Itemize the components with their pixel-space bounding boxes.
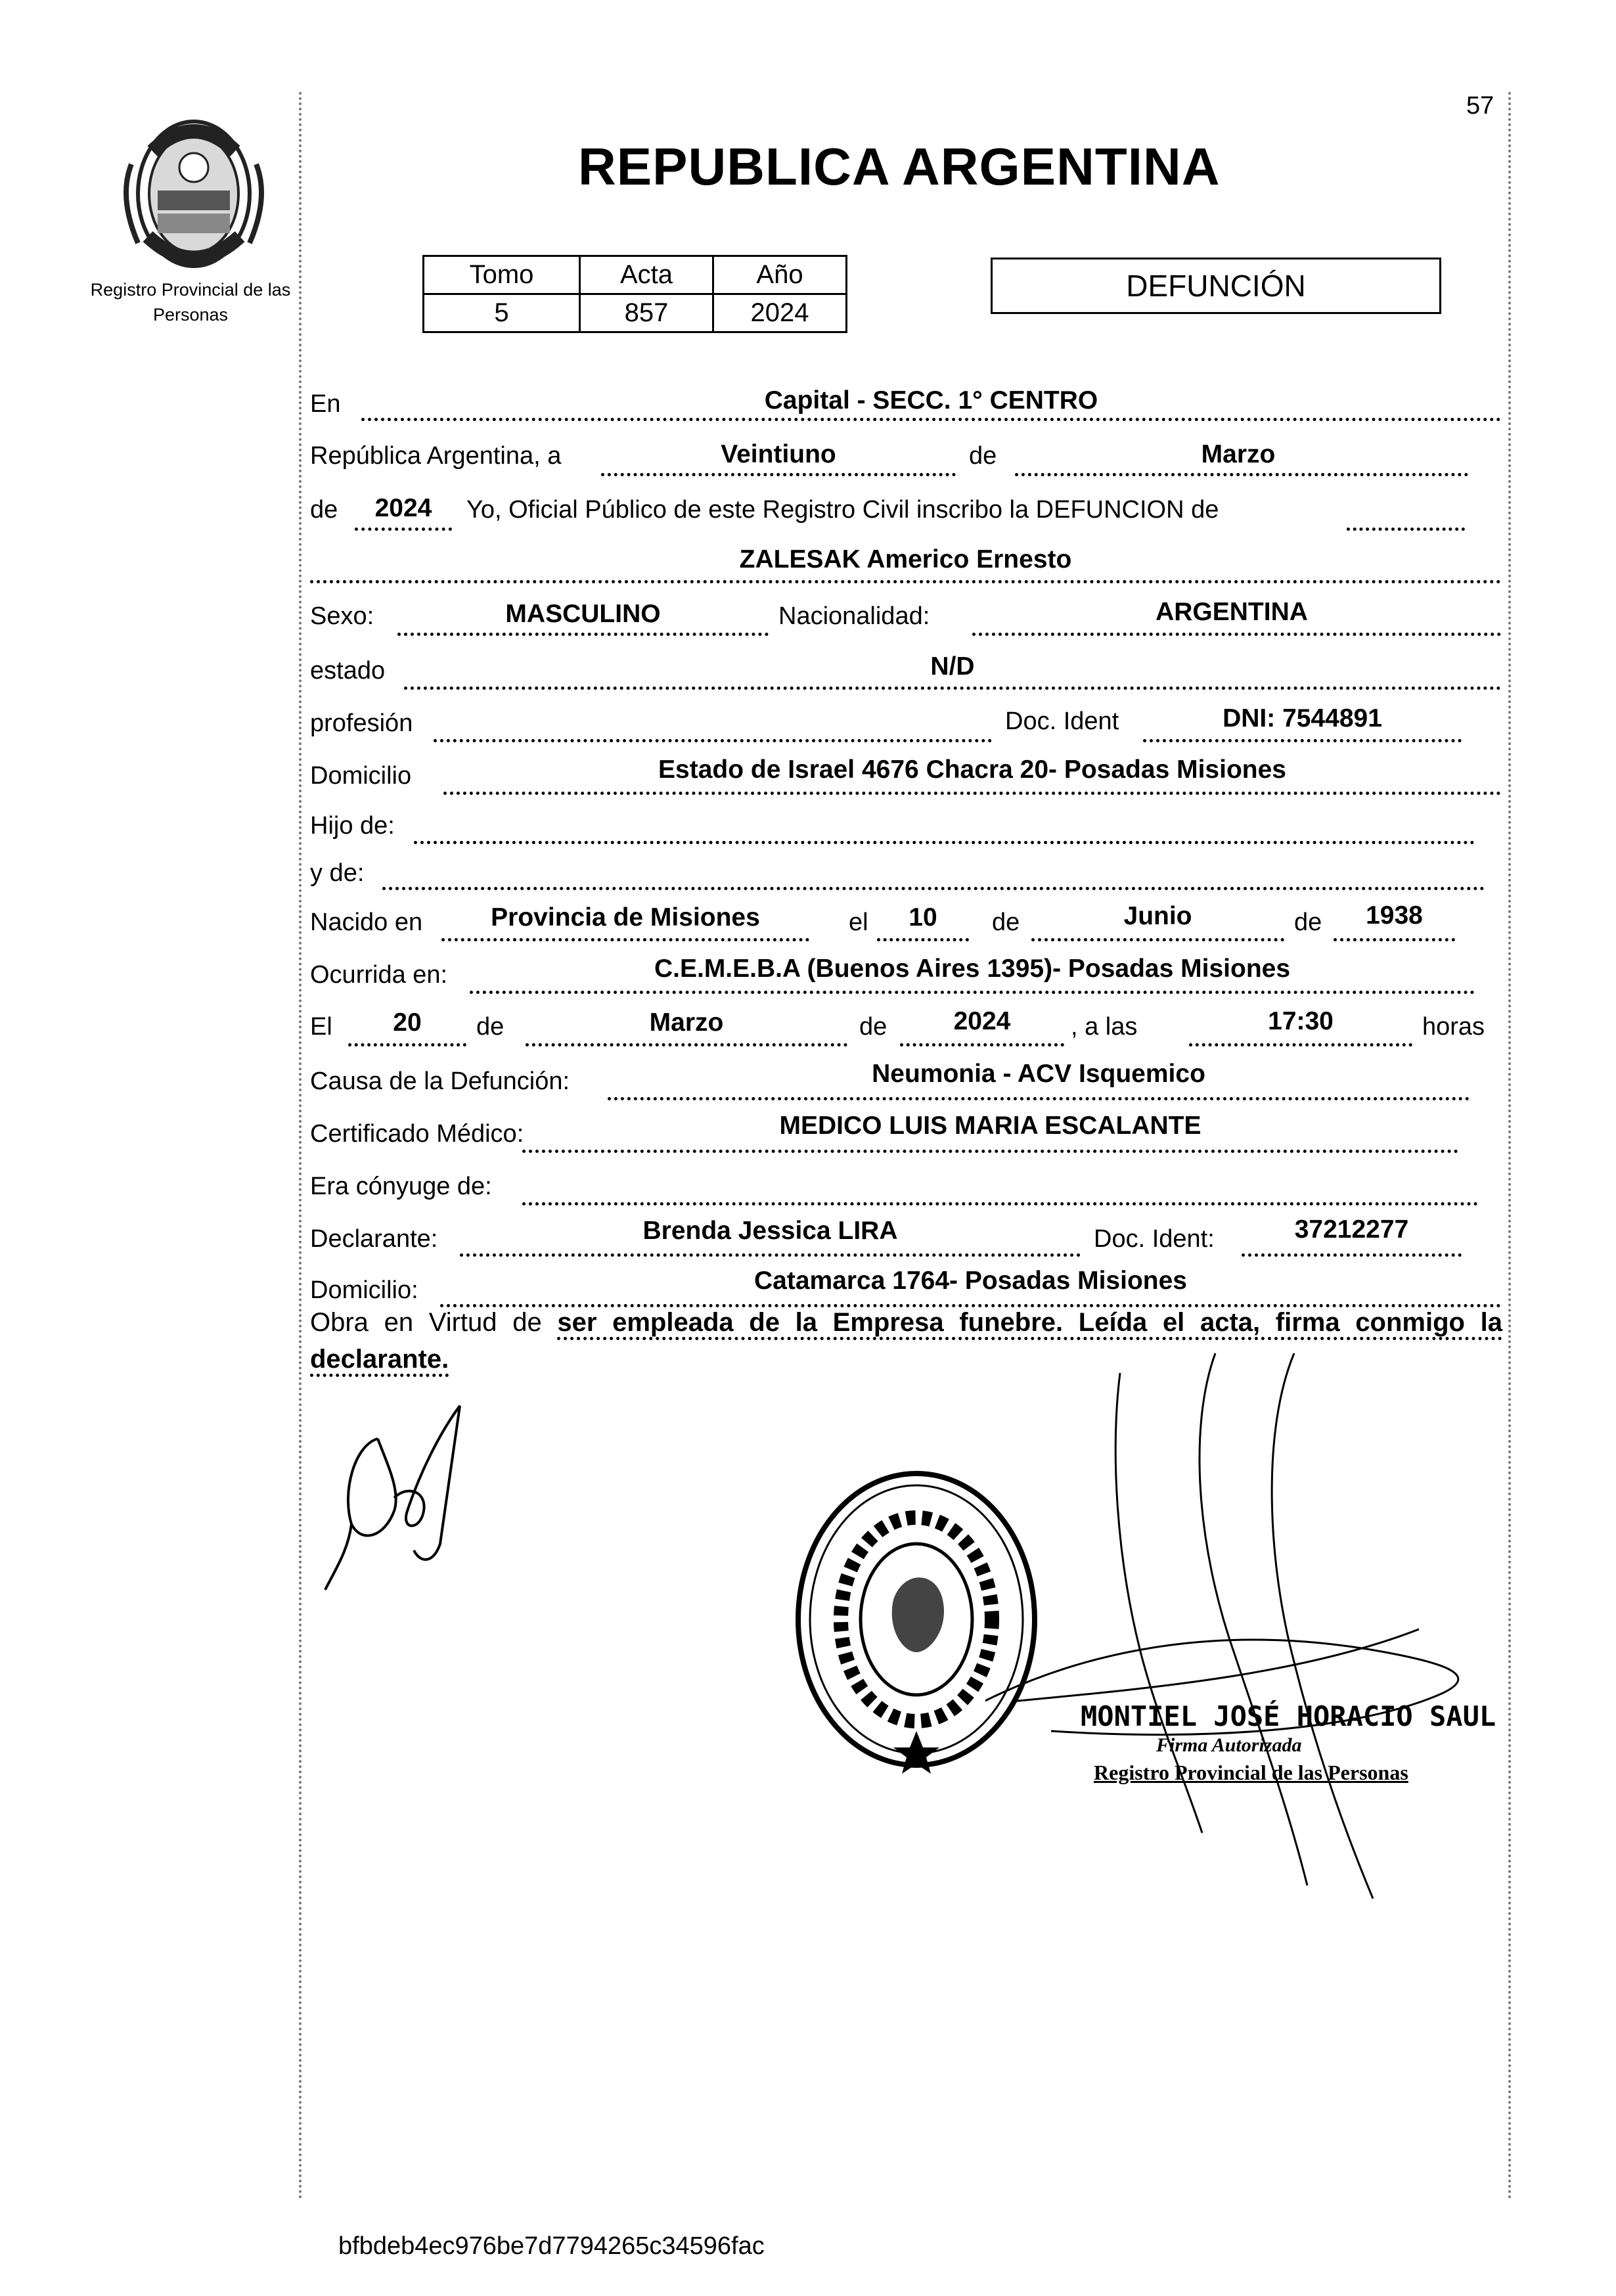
dotted-line [1347, 528, 1465, 531]
year-value: 2024 [374, 494, 432, 522]
oficial-text: Yo, Oficial Público de este Registro Civil inscribo la DEFUNCION de [466, 496, 1219, 524]
dotted-line [361, 418, 1501, 421]
anio-label: Año [713, 256, 847, 294]
left-margin-rule [299, 92, 302, 2201]
dotted-line [441, 938, 809, 941]
dotted-line [443, 792, 1501, 795]
death-year-value: 2024 [953, 1007, 1011, 1035]
dotted-line [397, 633, 769, 636]
el-label: El [310, 1013, 332, 1041]
de-label: de [969, 442, 997, 470]
anio-value: 2024 [713, 294, 847, 332]
dotted-line [355, 528, 452, 531]
horas-label: horas [1422, 1013, 1485, 1041]
causa-label: Causa de la Defunción: [310, 1068, 570, 1095]
estado-value: N/D [930, 652, 975, 681]
sexo-label: Sexo: [310, 602, 374, 630]
day-words-value: Veintiuno [721, 440, 836, 468]
dotted-line [382, 887, 1485, 890]
nacido-label: Nacido en [310, 909, 423, 936]
estado-label: estado [310, 657, 386, 685]
decl-doc-value: 37212277 [1294, 1215, 1409, 1244]
doc-ident-value: DNI: 7544891 [1223, 704, 1382, 732]
dotted-line [1334, 938, 1455, 941]
nacionalidad-value: ARGENTINA [1156, 598, 1308, 626]
dotted-line [348, 1043, 466, 1047]
official-signature [985, 1347, 1485, 1925]
ocurrida-value: C.E.M.E.B.A (Buenos Aires 1395)- Posadas Misiones [654, 955, 1291, 983]
tomo-label: Tomo [424, 256, 580, 294]
decl-domicilio-value: Catamarca 1764- Posadas Misiones [753, 1267, 1187, 1295]
nacionalidad-label: Nacionalidad: [778, 602, 930, 630]
birth-year-value: 1938 [1366, 901, 1423, 930]
dotted-line [601, 473, 956, 476]
document-hash: bfbdeb4ec976be7d7794265c34596fac [338, 2232, 765, 2260]
republica-label: República Argentina, a [310, 442, 562, 470]
declarant-signature [315, 1399, 486, 1596]
document-type-box: DEFUNCIÓN [991, 258, 1441, 314]
declarante-label: Declarante: [310, 1225, 438, 1253]
page-title: REPUBLICA ARGENTINA [578, 137, 1221, 196]
dotted-line [522, 1202, 1478, 1205]
dotted-line [470, 991, 1475, 994]
nacido-lugar-value: Provincia de Misiones [491, 903, 760, 932]
dotted-line [460, 1253, 1081, 1257]
hijo-label: Hijo de: [310, 812, 395, 840]
death-day-value: 20 [393, 1008, 422, 1037]
month-value: Marzo [1201, 440, 1276, 468]
dotted-line [1031, 938, 1284, 941]
a-las-label: , a las [1071, 1013, 1138, 1041]
y-de-label: y de: [310, 859, 365, 887]
domicilio-value: Estado de Israel 4676 Chacra 20- Posadas Misiones [658, 755, 1286, 784]
official-title: Firma Autorizada [1156, 1734, 1302, 1756]
official-name: MONTIEL JOSÉ HORACIO SAUL [1081, 1700, 1496, 1732]
birth-month-value: Junio [1123, 902, 1192, 930]
acta-value: 857 [580, 294, 713, 332]
place-value: Capital - SECC. 1° CENTRO [764, 386, 1098, 415]
el-label: el [849, 909, 868, 936]
certificado-label: Certificado Médico: [310, 1120, 524, 1148]
obra-text: ser empleada de la Empresa funebre. Leída el acta, firma conmigo la declarante. [310, 1308, 1502, 1377]
dotted-line [1015, 473, 1468, 476]
dotted-line [1242, 1253, 1462, 1257]
de-label: de [1294, 909, 1322, 936]
decl-domicilio-label: Domicilio: [310, 1276, 418, 1304]
dotted-line [1143, 739, 1462, 742]
doc-ident-label: Doc. Ident [1005, 708, 1119, 735]
registry-table [422, 255, 847, 333]
de-label: de [859, 1013, 887, 1041]
dotted-line [900, 1043, 1064, 1047]
de-label: de [476, 1013, 505, 1041]
dotted-line [608, 1097, 1470, 1100]
causa-value: Neumonia - ACV Isquemico [872, 1060, 1205, 1088]
conyuge-label: Era cónyuge de: [310, 1173, 492, 1200]
dotted-line [1189, 1043, 1412, 1047]
dotted-line [972, 633, 1501, 636]
en-label: En [310, 390, 341, 418]
decl-doc-label: Doc. Ident: [1094, 1225, 1215, 1253]
domicilio-label: Domicilio [310, 762, 412, 790]
acta-label: Acta [580, 256, 713, 294]
sexo-value: MASCULINO [505, 600, 661, 628]
right-margin-rule [1508, 92, 1511, 2201]
death-month-value: Marzo [649, 1008, 724, 1037]
tomo-value: 5 [424, 294, 580, 332]
de-label: de [310, 496, 338, 524]
dotted-line [522, 1150, 1458, 1153]
ocurrida-label: Ocurrida en: [310, 961, 448, 989]
official-registry: Registro Provincial de las Personas [1094, 1761, 1408, 1784]
dotted-line [414, 841, 1475, 844]
page-number: 57 [1466, 92, 1494, 120]
de-label: de [992, 909, 1020, 936]
certificado-value: MEDICO LUIS MARIA ESCALANTE [779, 1112, 1201, 1140]
province-of-misiones-crest-icon [112, 105, 276, 276]
dotted-line [877, 938, 969, 941]
deceased-name: ZALESAK Americo Ernesto [739, 545, 1072, 574]
logo-caption: Registro Provincial de las Personas [90, 280, 291, 325]
dotted-line [526, 1043, 847, 1047]
birth-day-value: 10 [909, 903, 937, 932]
obra-prefix: Obra en Virtud de [310, 1308, 542, 1337]
declarante-value: Brenda Jessica LIRA [642, 1217, 898, 1245]
dotted-line [434, 739, 992, 742]
dotted-line [310, 580, 1501, 583]
dotted-line [404, 687, 1501, 690]
profesion-label: profesión [310, 709, 413, 737]
death-time-value: 17:30 [1268, 1007, 1334, 1035]
